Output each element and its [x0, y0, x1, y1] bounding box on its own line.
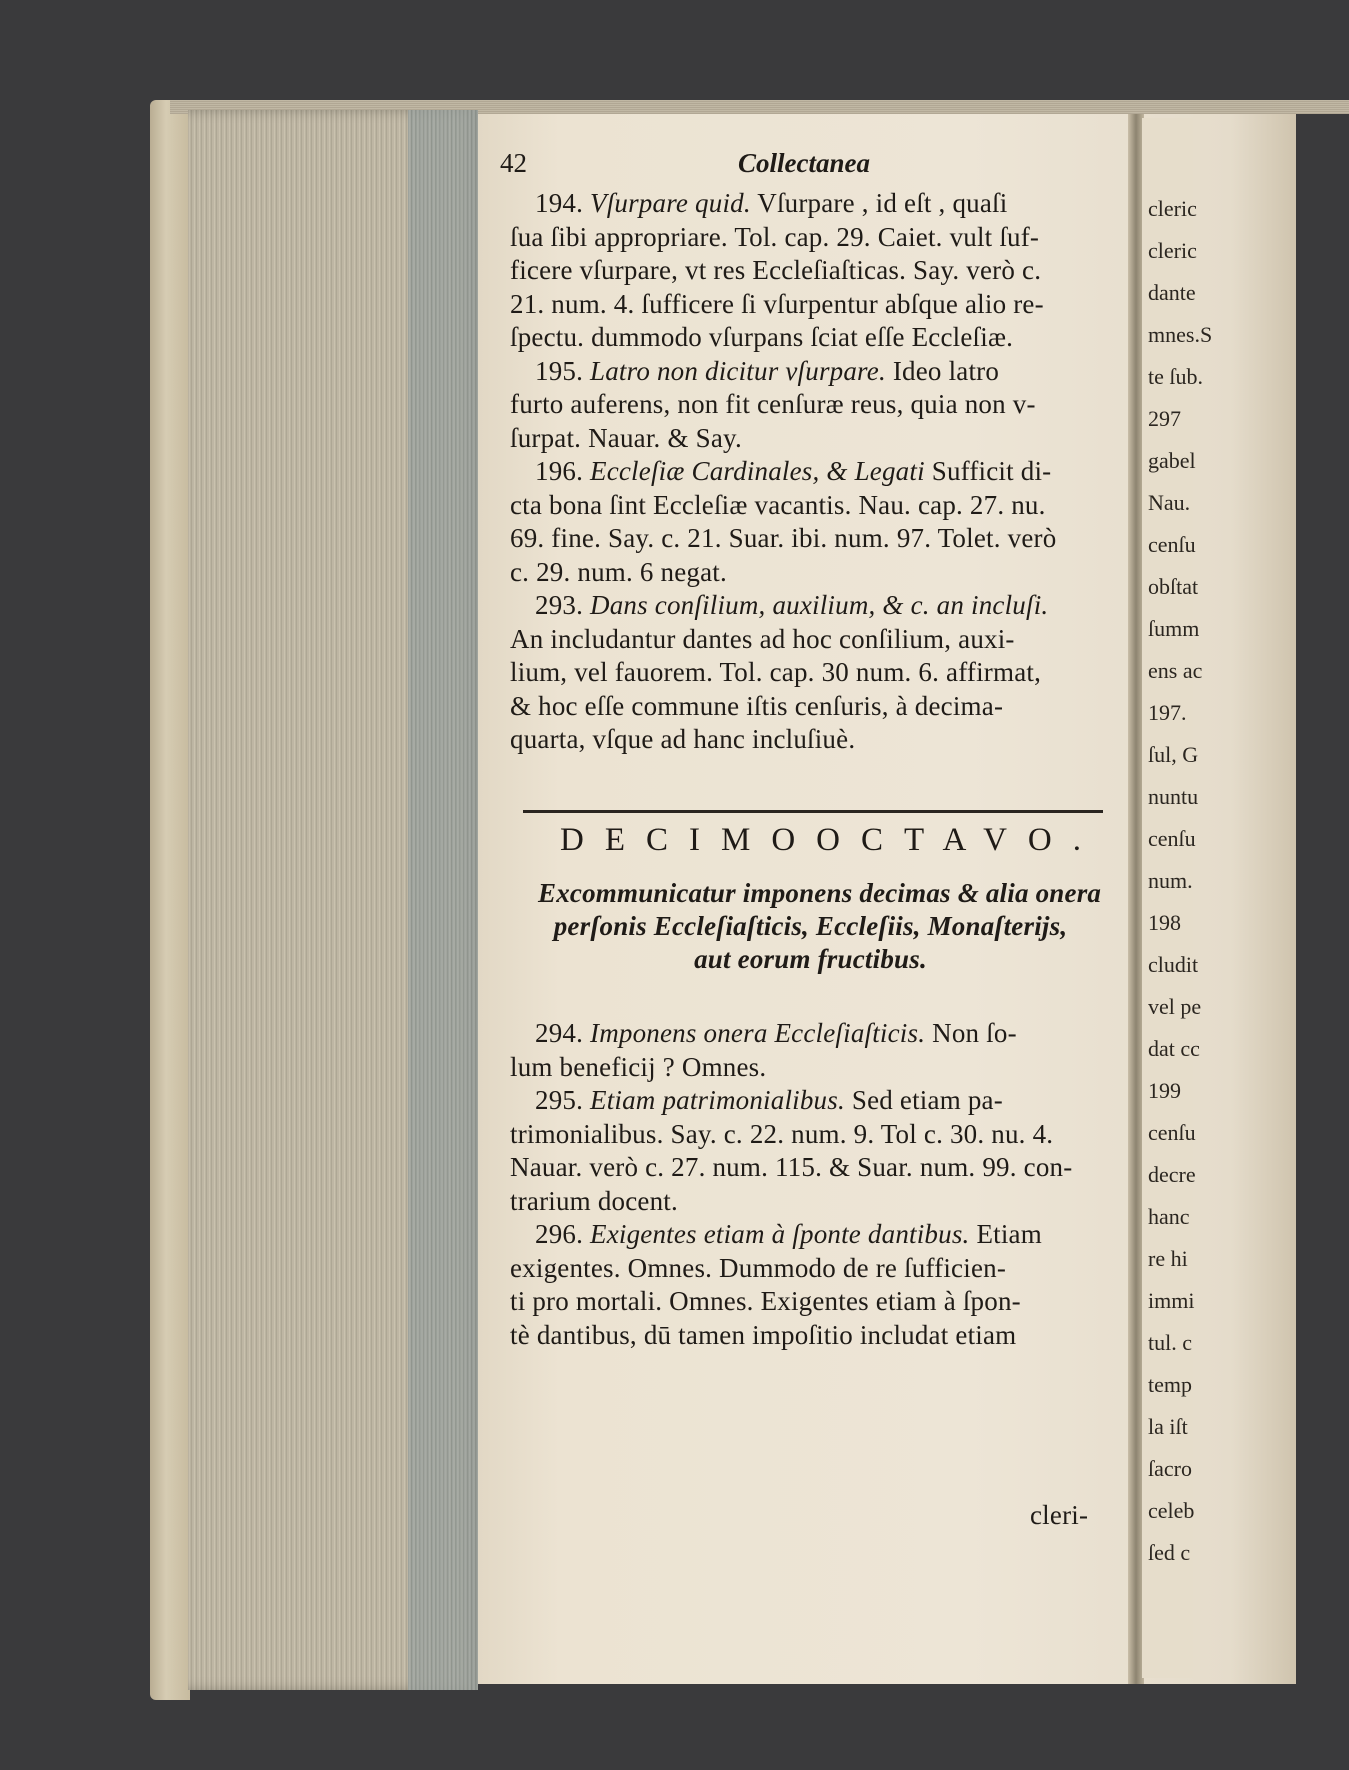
body-line: exigentes. Omnes. Dummodo de re ſufficien- — [510, 1252, 1007, 1283]
paragraph-number: 196. — [535, 456, 590, 486]
right-page-fragment-line: la iſt — [1148, 1414, 1188, 1439]
paragraph-number: 293. — [535, 590, 590, 620]
page-number: 42 — [500, 148, 527, 178]
body-line: ti pro mortali. Omnes. Exigentes etiam à ſpon- — [510, 1286, 1021, 1316]
right-page-fragment-line: ſacro — [1148, 1456, 1192, 1481]
body-line — [535, 356, 999, 387]
right-page-fragment-line: cenſu — [1148, 532, 1196, 557]
summary-line: aut eorum fructibus. — [694, 944, 927, 974]
right-page-fragment-line: ſul, G — [1148, 742, 1199, 767]
body-line: trarium docent. — [510, 1185, 678, 1216]
paragraph-heading: Latro non dicitur vſurpare. — [590, 355, 886, 386]
right-page-fragment-line: ens ac — [1148, 658, 1203, 683]
right-page-fragment-line: ſumm — [1148, 616, 1200, 641]
right-page-fragment-line: cenſu — [1148, 1120, 1196, 1145]
right-page-fragment-line: immi — [1148, 1288, 1195, 1313]
right-page-fragment-line: re hi — [1148, 1246, 1188, 1271]
page-block-edge — [188, 110, 478, 1690]
right-page-fragment-line: mnes.S — [1148, 322, 1213, 347]
right-page-fragment-line: cenſu — [1148, 826, 1196, 851]
body-line: ſua ſibi appropriare. Tol. cap. 29. Caiet. vult ſuf- — [510, 221, 1040, 252]
body-line: cta bona ſint Eccleſiæ vacantis. Nau. cap. 27. nu. — [510, 489, 1046, 520]
right-page-fragment-line: 297 — [1148, 406, 1181, 431]
body-line: lium, vel fauorem. Tol. cap. 30 num. 6. affirmat, — [510, 657, 1042, 687]
body-line — [535, 188, 1007, 219]
catchword: cleri- — [1030, 1500, 1089, 1530]
body-line: lum beneficij ? Omnes. — [510, 1051, 767, 1082]
paragraph-text: Sed etiam pa- — [844, 1085, 1003, 1115]
paragraph-text: Vſurpare , id eſt , quaſi — [750, 188, 1008, 218]
right-page-fragment — [1142, 118, 1213, 1678]
paragraph-number: 194. — [535, 188, 590, 218]
body-line: & hoc eſſe commune iſtis cenſuris, à decima- — [510, 690, 1004, 721]
right-page-fragment-line: decre — [1148, 1162, 1196, 1187]
section-title: DECIMOOCTAVO. — [560, 822, 1103, 858]
paragraph-heading: Dans conſilium, auxilium, & c. an incluſi. — [590, 590, 1049, 620]
right-page-fragment-line: dat cc — [1148, 1036, 1200, 1061]
paragraph-text: Non ſo- — [925, 1018, 1017, 1048]
paragraph-number: 295. — [535, 1085, 590, 1115]
body-line: 21. num. 4. ſufficere ſi vſurpentur abſque alio re- — [510, 288, 1044, 319]
paragraph-number: 294. — [535, 1018, 590, 1048]
right-page-fragment-line: 199 — [1148, 1078, 1181, 1103]
right-page-fragment-line: gabel — [1148, 448, 1196, 473]
paragraph-text: Ideo latro — [885, 355, 1000, 386]
book-cover-edge — [150, 100, 190, 1700]
right-page-fragment-line: tul. c — [1148, 1330, 1192, 1355]
paragraph-heading: Etiam patrimonialibus. — [590, 1085, 845, 1115]
body-line: quarta, vſque ad hanc incluſiuè. — [510, 724, 856, 754]
body-line: ſpectu. dummodo vſurpans ſciat eſſe Eccleſiæ. — [510, 322, 1014, 352]
body-line — [535, 1018, 1017, 1049]
right-page-fragment-line: 198 — [1148, 910, 1181, 935]
body-line — [535, 590, 1048, 621]
summary-line: Excommunicatur imponens decimas & alia onera — [538, 878, 1102, 908]
right-page-fragment-line: dante — [1148, 280, 1196, 305]
body-line: furto auferens, non fit cenſuræ reus, quia non v- — [510, 389, 1036, 419]
paragraph-text: Etiam — [969, 1219, 1042, 1249]
right-page-fragment-line: vel pe — [1148, 994, 1202, 1019]
body-line: tè dantibus, dū tamen impoſitio includat etiam — [510, 1319, 1017, 1350]
right-page-fragment-line: hanc — [1148, 1204, 1190, 1229]
body-line: An includantur dantes ad hoc conſilium, auxi- — [510, 623, 1015, 654]
paragraph-heading: Vſurpare quid. — [590, 188, 751, 218]
summary-line: perſonis Eccleſiaſticis, Eccleſiis, Monaſterijs, — [553, 911, 1068, 941]
right-page-fragment-line: obſtat — [1148, 574, 1199, 599]
running-title: Collectanea — [738, 148, 870, 178]
body-line — [535, 456, 1051, 487]
right-page-fragment-line: 197. — [1148, 700, 1187, 725]
body-line: 69. fine. Say. c. 21. Suar. ibi. num. 97. Tolet. verò — [510, 523, 1057, 553]
right-page-fragment-line: celeb — [1148, 1498, 1195, 1523]
paragraph-heading: Exigentes etiam à ſponte dantibus. — [590, 1219, 970, 1249]
body-line: ficere vſurpare, vt res Eccleſiaſticas. Say. verò c. — [510, 255, 1042, 285]
paragraph-text: Sufficit di- — [924, 456, 1052, 486]
paragraph-heading: Eccleſiæ Cardinales, & Legati — [590, 456, 925, 486]
body-line — [535, 1085, 1003, 1116]
body-line — [535, 1219, 1042, 1250]
right-page-fragment-line: cleric — [1148, 196, 1197, 221]
body-line: c. 29. num. 6 negat. — [510, 556, 727, 587]
section-rule — [523, 810, 1103, 813]
paragraph-heading: Imponens onera Eccleſiaſticis. — [590, 1018, 926, 1048]
right-page-fragment-line: cludit — [1148, 952, 1199, 977]
right-page-fragment-line: nuntu — [1148, 784, 1199, 809]
body-line: trimonialibus. Say. c. 22. num. 9. Tol c. 30. nu. 4. — [510, 1118, 1054, 1149]
body-line: Nauar. verò c. 27. num. 115. & Suar. num. 99. con- — [510, 1152, 1073, 1182]
right-page-fragment-line: te ſub. — [1148, 364, 1203, 389]
right-page-fragment-line: Nau. — [1148, 490, 1191, 515]
body-line: ſurpat. Nauar. & Say. — [510, 422, 742, 453]
right-page-fragment-line: num. — [1148, 868, 1193, 893]
right-page-fragment-line: cleric — [1148, 238, 1197, 263]
right-page-fragment-line: ſed c — [1148, 1540, 1191, 1565]
right-page-fragment-line: temp — [1148, 1372, 1192, 1397]
paragraph-number: 195. — [535, 355, 590, 386]
paragraph-number: 296. — [535, 1219, 590, 1249]
